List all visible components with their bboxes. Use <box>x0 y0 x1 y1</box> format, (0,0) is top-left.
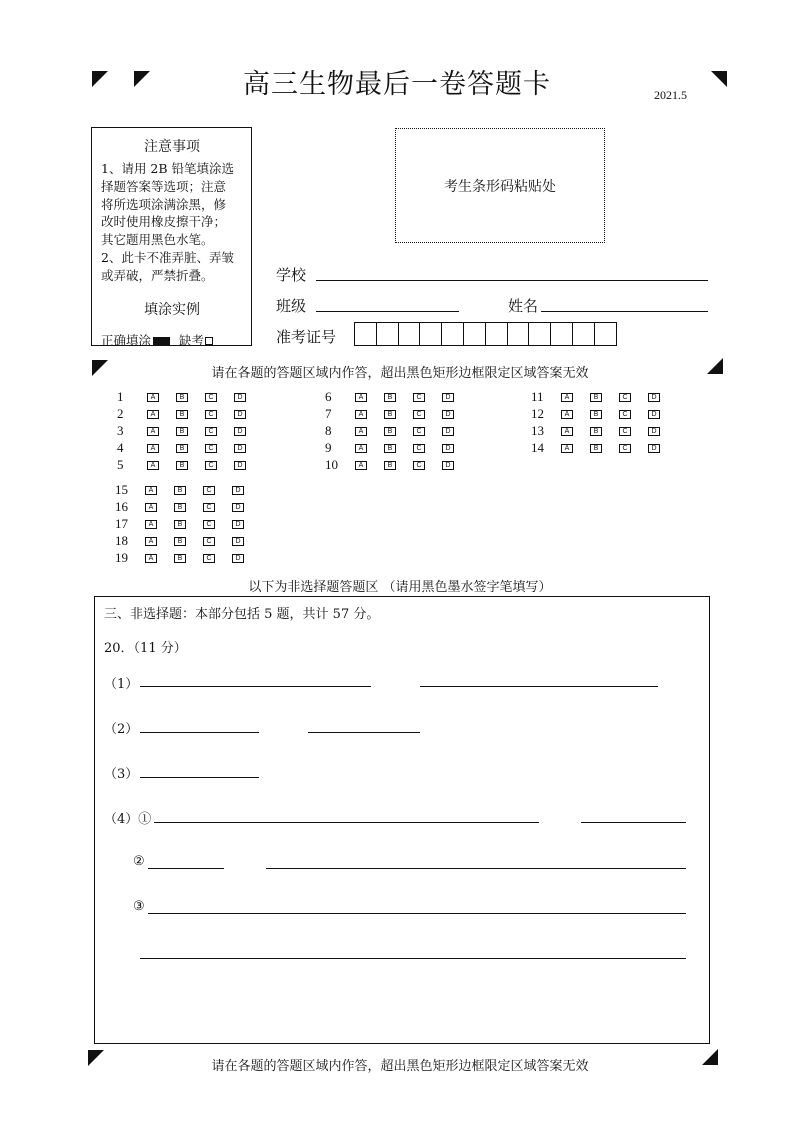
school-label: 学校 <box>276 266 307 284</box>
non-choice-answer-box <box>94 596 710 1044</box>
option-bubble-a[interactable]: A <box>147 410 159 419</box>
option-bubble-a[interactable]: A <box>145 554 157 563</box>
exam-id-cell[interactable] <box>354 322 377 346</box>
exam-id-cell[interactable] <box>441 322 464 346</box>
option-bubble-c[interactable]: C <box>203 486 215 495</box>
exam-id-cell[interactable] <box>398 322 421 346</box>
option-bubble-c[interactable]: C <box>413 444 425 453</box>
correct-fill-label: 正确填涂 <box>101 332 152 348</box>
school-field[interactable] <box>316 280 708 281</box>
option-bubble-b[interactable]: B <box>590 444 602 453</box>
option-bubble-d[interactable]: D <box>232 537 244 546</box>
option-bubble-a[interactable]: A <box>147 393 159 402</box>
option-bubble-a[interactable]: A <box>561 393 573 402</box>
option-bubble-b[interactable]: B <box>384 410 396 419</box>
option-bubble-c[interactable]: C <box>205 410 217 419</box>
question-number: 14 <box>531 440 544 455</box>
choice-question-row <box>115 550 261 566</box>
sub-question-4-label: （4）① <box>104 812 152 827</box>
option-bubble-d[interactable]: D <box>232 520 244 529</box>
option-bubble-a[interactable]: A <box>355 461 367 470</box>
exam-id-label: 准考证号 <box>276 328 337 346</box>
sub-question-3-label: （3） <box>104 767 139 782</box>
option-bubble-b[interactable]: B <box>384 427 396 436</box>
option-bubble-d[interactable]: D <box>232 486 244 495</box>
filled-square-icon <box>153 337 170 345</box>
name-label: 姓名 <box>508 297 539 315</box>
answer-line-2b[interactable] <box>308 732 420 733</box>
exam-id-cell[interactable] <box>419 322 442 346</box>
answer-line-1a[interactable] <box>140 686 371 687</box>
option-bubble-b[interactable]: B <box>174 554 186 563</box>
option-bubble-b[interactable]: B <box>176 444 188 453</box>
option-bubble-d[interactable]: D <box>442 444 454 453</box>
notice-line: 2、此卡不准弄脏、弄皱 <box>101 249 234 265</box>
option-bubble-a[interactable]: A <box>145 520 157 529</box>
notice-line: 或弄破，严禁折叠。 <box>101 267 214 283</box>
circled-2-label: ② <box>133 854 145 869</box>
barcode-area <box>395 128 605 243</box>
choice-question-row <box>325 423 471 439</box>
choice-question-row <box>117 457 263 473</box>
option-bubble-a[interactable]: A <box>147 461 159 470</box>
option-bubble-b[interactable]: B <box>176 393 188 402</box>
question-number: 1 <box>117 389 124 404</box>
option-bubble-a[interactable]: A <box>145 537 157 546</box>
notice-title: 注意事项 <box>144 139 200 155</box>
choice-question-row <box>115 533 261 549</box>
option-bubble-a[interactable]: A <box>561 410 573 419</box>
exam-id-cell[interactable] <box>528 322 551 346</box>
question-number: 10 <box>325 457 338 472</box>
option-bubble-c[interactable]: C <box>205 427 217 436</box>
option-bubble-d[interactable]: D <box>234 461 246 470</box>
question-number: 8 <box>325 423 332 438</box>
choice-question-row <box>115 482 261 498</box>
choice-question-row <box>325 406 471 422</box>
option-bubble-c[interactable]: C <box>413 410 425 419</box>
option-bubble-c[interactable]: C <box>203 520 215 529</box>
question-number: 9 <box>325 440 332 455</box>
choice-question-row <box>531 440 677 456</box>
class-field[interactable] <box>316 311 459 312</box>
option-bubble-b[interactable]: B <box>174 537 186 546</box>
option-bubble-d[interactable]: D <box>648 410 660 419</box>
answer-line-4-3b[interactable] <box>140 958 686 959</box>
notice-box <box>91 127 252 346</box>
answer-line-1b[interactable] <box>420 686 658 687</box>
option-bubble-c[interactable]: C <box>619 427 631 436</box>
answer-line-4-3a[interactable] <box>148 913 686 914</box>
question-number: 15 <box>115 482 128 497</box>
option-bubble-c[interactable]: C <box>619 410 631 419</box>
absent-label: 缺考 <box>179 332 205 348</box>
option-bubble-c[interactable]: C <box>205 461 217 470</box>
answer-line-4-1b[interactable] <box>581 822 686 823</box>
notice-line: 1、请用 2B 铅笔填涂选 <box>101 161 235 176</box>
question-number: 7 <box>325 406 332 421</box>
question-number: 5 <box>117 457 124 472</box>
exam-date: 2021.5 <box>654 88 687 102</box>
option-bubble-b[interactable]: B <box>174 503 186 512</box>
option-bubble-c[interactable]: C <box>413 427 425 436</box>
choice-question-row <box>325 440 471 456</box>
answer-area-instruction-top: 请在各题的答题区域内作答，超出黑色矩形边框限定区域答案无效 <box>211 366 589 381</box>
name-field[interactable] <box>541 311 708 312</box>
choice-question-row <box>531 389 677 405</box>
section-title: 三、非选择题：本部分包括 5 题，共计 57 分。 <box>104 607 380 622</box>
choice-question-row <box>117 406 263 422</box>
question-number: 2 <box>117 406 124 421</box>
choice-question-row <box>115 516 261 532</box>
option-bubble-d[interactable]: D <box>442 410 454 419</box>
question-number: 3 <box>117 423 124 438</box>
option-bubble-c[interactable]: C <box>203 554 215 563</box>
option-bubble-b[interactable]: B <box>174 520 186 529</box>
barcode-label: 考生条形码粘贴处 <box>444 178 556 195</box>
choice-question-row <box>117 389 263 405</box>
page-title: 高三生物最后一卷答题卡 <box>243 69 551 100</box>
option-bubble-a[interactable]: A <box>147 427 159 436</box>
exam-id-cells <box>355 322 617 346</box>
option-bubble-d[interactable]: D <box>442 393 454 402</box>
option-bubble-c[interactable]: C <box>205 444 217 453</box>
answer-line-4-2b[interactable] <box>266 868 686 869</box>
exam-id-cell[interactable] <box>376 322 399 346</box>
option-bubble-b[interactable]: B <box>176 410 188 419</box>
notice-line: 其它题用黑色水笔。 <box>101 232 214 248</box>
option-bubble-c[interactable]: C <box>203 503 215 512</box>
option-bubble-c[interactable]: C <box>203 537 215 546</box>
option-bubble-a[interactable]: A <box>561 427 573 436</box>
option-bubble-a[interactable]: A <box>355 427 367 436</box>
question-number: 12 <box>531 406 544 421</box>
option-bubble-a[interactable]: A <box>147 444 159 453</box>
notice-text <box>101 160 243 285</box>
non-choice-header: 以下为非选择题答题区 （请用黑色墨水签字笔填写） <box>248 580 552 595</box>
option-bubble-d[interactable]: D <box>234 444 246 453</box>
circled-3-label: ③ <box>133 899 145 914</box>
choice-question-row <box>325 389 471 405</box>
option-bubble-d[interactable]: D <box>234 427 246 436</box>
option-bubble-c[interactable]: C <box>205 393 217 402</box>
option-bubble-d[interactable]: D <box>442 461 454 470</box>
choice-question-row <box>531 423 677 439</box>
option-bubble-a[interactable]: A <box>355 444 367 453</box>
option-bubble-b[interactable]: B <box>590 393 602 402</box>
question-number: 16 <box>115 499 128 514</box>
option-bubble-d[interactable]: D <box>234 393 246 402</box>
choice-question-row <box>117 423 263 439</box>
option-bubble-d[interactable]: D <box>232 554 244 563</box>
option-bubble-d[interactable]: D <box>442 427 454 436</box>
exam-id-cell[interactable] <box>572 322 595 346</box>
choice-question-row <box>325 457 471 473</box>
option-bubble-d[interactable]: D <box>648 444 660 453</box>
notice-line: 择题答案等选项；注意 <box>101 178 227 194</box>
option-bubble-b[interactable]: B <box>590 410 602 419</box>
option-bubble-d[interactable]: D <box>232 503 244 512</box>
answer-line-4-1a[interactable] <box>154 822 539 823</box>
option-bubble-b[interactable]: B <box>384 444 396 453</box>
choice-question-row <box>531 406 677 422</box>
option-bubble-c[interactable]: C <box>619 393 631 402</box>
question-number: 4 <box>117 440 124 455</box>
option-bubble-c[interactable]: C <box>619 444 631 453</box>
choice-question-row <box>117 440 263 456</box>
option-bubble-a[interactable]: A <box>145 486 157 495</box>
question-number: 13 <box>531 423 544 438</box>
option-bubble-a[interactable]: A <box>355 393 367 402</box>
option-bubble-d[interactable]: D <box>648 393 660 402</box>
sub-question-2-label: （2） <box>104 722 139 737</box>
option-bubble-c[interactable]: C <box>413 461 425 470</box>
option-bubble-d[interactable]: D <box>234 410 246 419</box>
question-20-title: 20．（11 分） <box>104 641 187 656</box>
question-number: 17 <box>115 516 128 531</box>
exam-id-cell[interactable] <box>463 322 486 346</box>
option-bubble-c[interactable]: C <box>413 393 425 402</box>
fill-example-title: 填涂实例 <box>144 301 200 318</box>
option-bubble-a[interactable]: A <box>145 503 157 512</box>
sub-question-1-label: （1） <box>104 677 139 692</box>
class-label: 班级 <box>276 297 307 315</box>
exam-id-cell[interactable] <box>485 322 508 346</box>
answer-line-4-2a[interactable] <box>148 868 224 869</box>
question-number: 11 <box>531 389 544 404</box>
absent-checkbox[interactable] <box>205 337 213 345</box>
option-bubble-b[interactable]: B <box>384 393 396 402</box>
choice-question-row <box>115 499 261 515</box>
answer-line-3[interactable] <box>140 777 259 778</box>
answer-line-2a[interactable] <box>140 732 259 733</box>
question-number: 18 <box>115 533 128 548</box>
option-bubble-b[interactable]: B <box>176 461 188 470</box>
exam-id-cell[interactable] <box>507 322 530 346</box>
question-number: 6 <box>325 389 332 404</box>
exam-id-cell[interactable] <box>594 322 617 346</box>
option-bubble-b[interactable]: B <box>174 486 186 495</box>
question-number: 19 <box>115 550 128 565</box>
fill-example <box>101 331 243 349</box>
notice-line: 改时使用橡皮擦干净； <box>101 214 227 230</box>
exam-id-cell[interactable] <box>550 322 573 346</box>
option-bubble-b[interactable]: B <box>590 427 602 436</box>
option-bubble-b[interactable]: B <box>384 461 396 470</box>
option-bubble-a[interactable]: A <box>355 410 367 419</box>
notice-line: 将所选项涂满涂黑，修 <box>101 196 227 212</box>
answer-area-instruction-bottom: 请在各题的答题区域内作答，超出黑色矩形边框限定区域答案无效 <box>211 1059 589 1074</box>
option-bubble-a[interactable]: A <box>561 444 573 453</box>
option-bubble-b[interactable]: B <box>176 427 188 436</box>
option-bubble-d[interactable]: D <box>648 427 660 436</box>
